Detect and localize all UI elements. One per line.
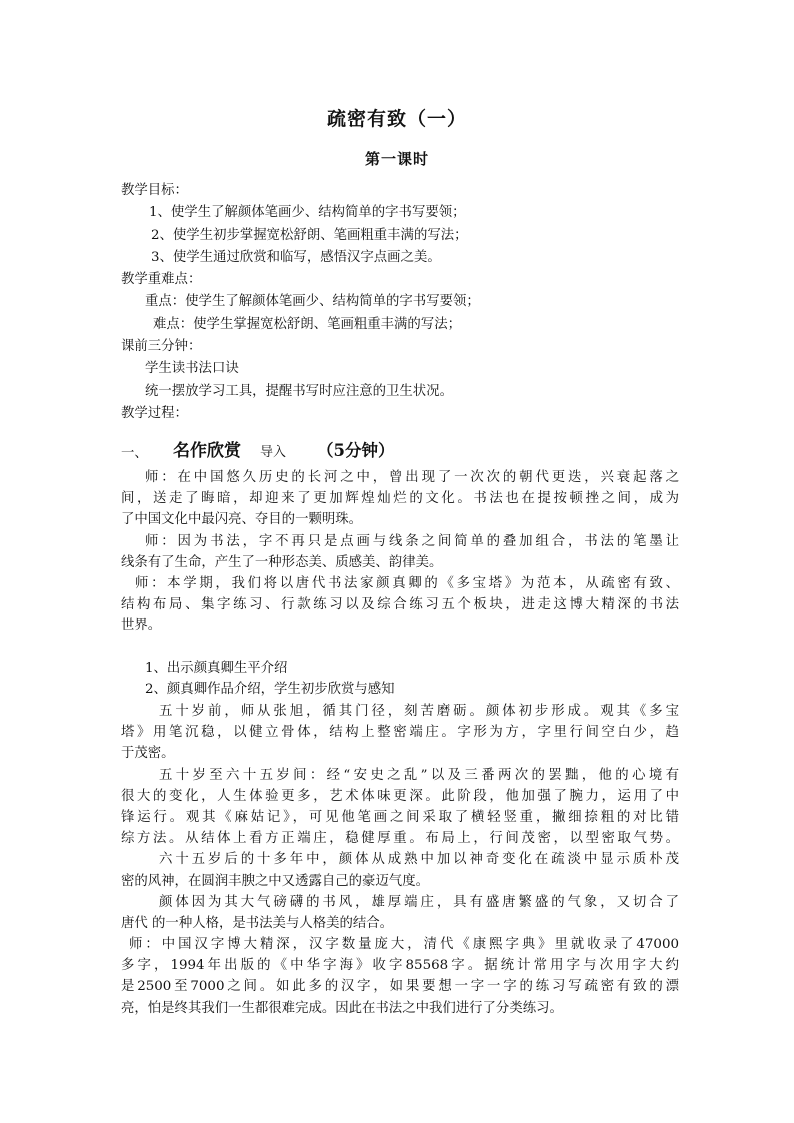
section-heading bbox=[121, 436, 681, 464]
key-point: 重点：使学生了解颜体笔画少、结构简单的字书写要领； bbox=[145, 294, 480, 310]
objective-item: 1、使学生了解颜体笔画少、结构简单的字书写要领； bbox=[149, 205, 466, 221]
warmup-item: 统一摆放学习工具，提醒书写时应注意的卫生状况。 bbox=[145, 383, 453, 399]
section-sub: 导入 bbox=[260, 445, 287, 460]
paragraph-line: 多字，1994年出版的《中华字海》收字85568字。据统计常用字与次用字大约 bbox=[121, 958, 679, 974]
process-heading: 教学过程： bbox=[121, 405, 188, 421]
objective-item: 3、使学生通过欣赏和临写，感悟汉字点画之美。 bbox=[151, 249, 441, 265]
paragraph-line: 亮，怕是终其我们一生都很难完成。因此在书法之中我们进行了分类练习。 bbox=[121, 1000, 563, 1016]
objectives-heading: 教学目标： bbox=[121, 183, 188, 198]
paragraph-line: 间，送走了晦暗，却迎来了更加辉煌灿烂的文化。书法也在提按顿挫之间，成为 bbox=[121, 491, 679, 507]
paragraph-line: 塔》用笔沉稳，以健立骨体，结构上整密端庄。字形为方，字里行间空白少，趋 bbox=[121, 725, 679, 741]
paragraph-line: 唐代 的一种人格，是书法美与人格美的结合。 bbox=[121, 915, 394, 931]
paragraph-line: 综方法。从结体上看方正端庄，稳健厚重。布局上，行间茂密，以型密取气势。 bbox=[121, 831, 679, 847]
difficulty-heading: 教学重难点： bbox=[121, 272, 202, 288]
paragraph-line: 密的风神，在圆润丰腴之中又透露自己的豪迈气度。 bbox=[121, 873, 429, 889]
paragraph-line: 师：本学期，我们将以唐代书法家颜真卿的《多宝塔》为范本，从疏密有致、 bbox=[135, 575, 679, 591]
front-matter bbox=[121, 180, 681, 425]
paragraph-line: 线条有了生命，产生了一种形态美、质感美、韵律美。 bbox=[121, 554, 443, 570]
document-subtitle: 第一课时 bbox=[364, 150, 429, 168]
paragraph-line: 师：因为书法，字不再只是点画与线条之间简单的叠加组合，书法的笔墨让 bbox=[145, 533, 679, 549]
paragraph-line: 师：中国汉字博大精深，汉字数量庞大，清代《康熙字典》里就收录了47000 bbox=[129, 937, 679, 953]
paragraph-line: 于茂密。 bbox=[121, 746, 175, 762]
paragraph-line: 结构布局、集字练习、行款练习以及综合练习五个板块，进走这博大精深的书法 bbox=[121, 597, 679, 613]
list-item: 1、出示颜真卿生平介绍 bbox=[145, 661, 288, 676]
document-title: 疏密有致（一） bbox=[326, 108, 467, 130]
paragraph-line: 五十岁前，师从张旭，循其门径，刻苦磨砺。颜体初步形成。观其《多宝 bbox=[159, 704, 679, 719]
paragraph-line: 很大的变化，人生体验更多，艺术体味更深。此阶段，他加强了腕力，运用了中 bbox=[121, 788, 679, 804]
paragraph-line: 六十五岁后的十多年中，颜体从成熟中加以神奇变化在疏淡中显示质朴茂 bbox=[159, 852, 679, 868]
paragraph-line: 是2500至7000之间。如此多的汉字，如果要想一字一字的练习写疏密有致的漂 bbox=[121, 979, 679, 995]
section-name: 名作欣赏 bbox=[173, 441, 241, 461]
paragraph-yan bbox=[121, 701, 679, 1019]
hard-point: 难点：使学生掌握宽松舒朗、笔画粗重丰满的写法； bbox=[153, 316, 461, 332]
paragraph-line: 五十岁至六十五岁间：经“安史之乱”以及三番两次的罢黜，他的心境有 bbox=[159, 767, 679, 783]
paragraph-line: 世界。 bbox=[121, 618, 162, 634]
paragraph-line: 锋运行。观其《麻姑记》，可见他笔画之间采取了横轻竖重，撇细捺粗的对比错 bbox=[121, 809, 679, 825]
section-duration: （5分钟） bbox=[317, 441, 395, 460]
paragraph-line: 师：在中国悠久历史的长河之中，曾出现了一次次的朝代更迭，兴衰起落之 bbox=[145, 470, 679, 485]
paragraph-line: 颜体因为其大气磅礴的书风，雄厚端庄，具有盛唐繁盛的气象，又切合了 bbox=[159, 894, 679, 910]
objective-item: 2、使学生初步掌握宽松舒朗、笔画粗重丰满的写法； bbox=[151, 227, 468, 243]
warmup-heading: 课前三分钟： bbox=[121, 339, 202, 355]
list-item: 2、颜真卿作品介绍，学生初步欣赏与感知 bbox=[145, 682, 395, 698]
paragraph-intro bbox=[121, 467, 679, 637]
section-number: 一、 bbox=[121, 446, 148, 461]
warmup-item: 学生读书法口诀 bbox=[145, 361, 239, 377]
intro-list bbox=[121, 658, 679, 700]
paragraph-line: 了中国文化中最闪亮、夺目的一颗明珠。 bbox=[121, 512, 363, 528]
